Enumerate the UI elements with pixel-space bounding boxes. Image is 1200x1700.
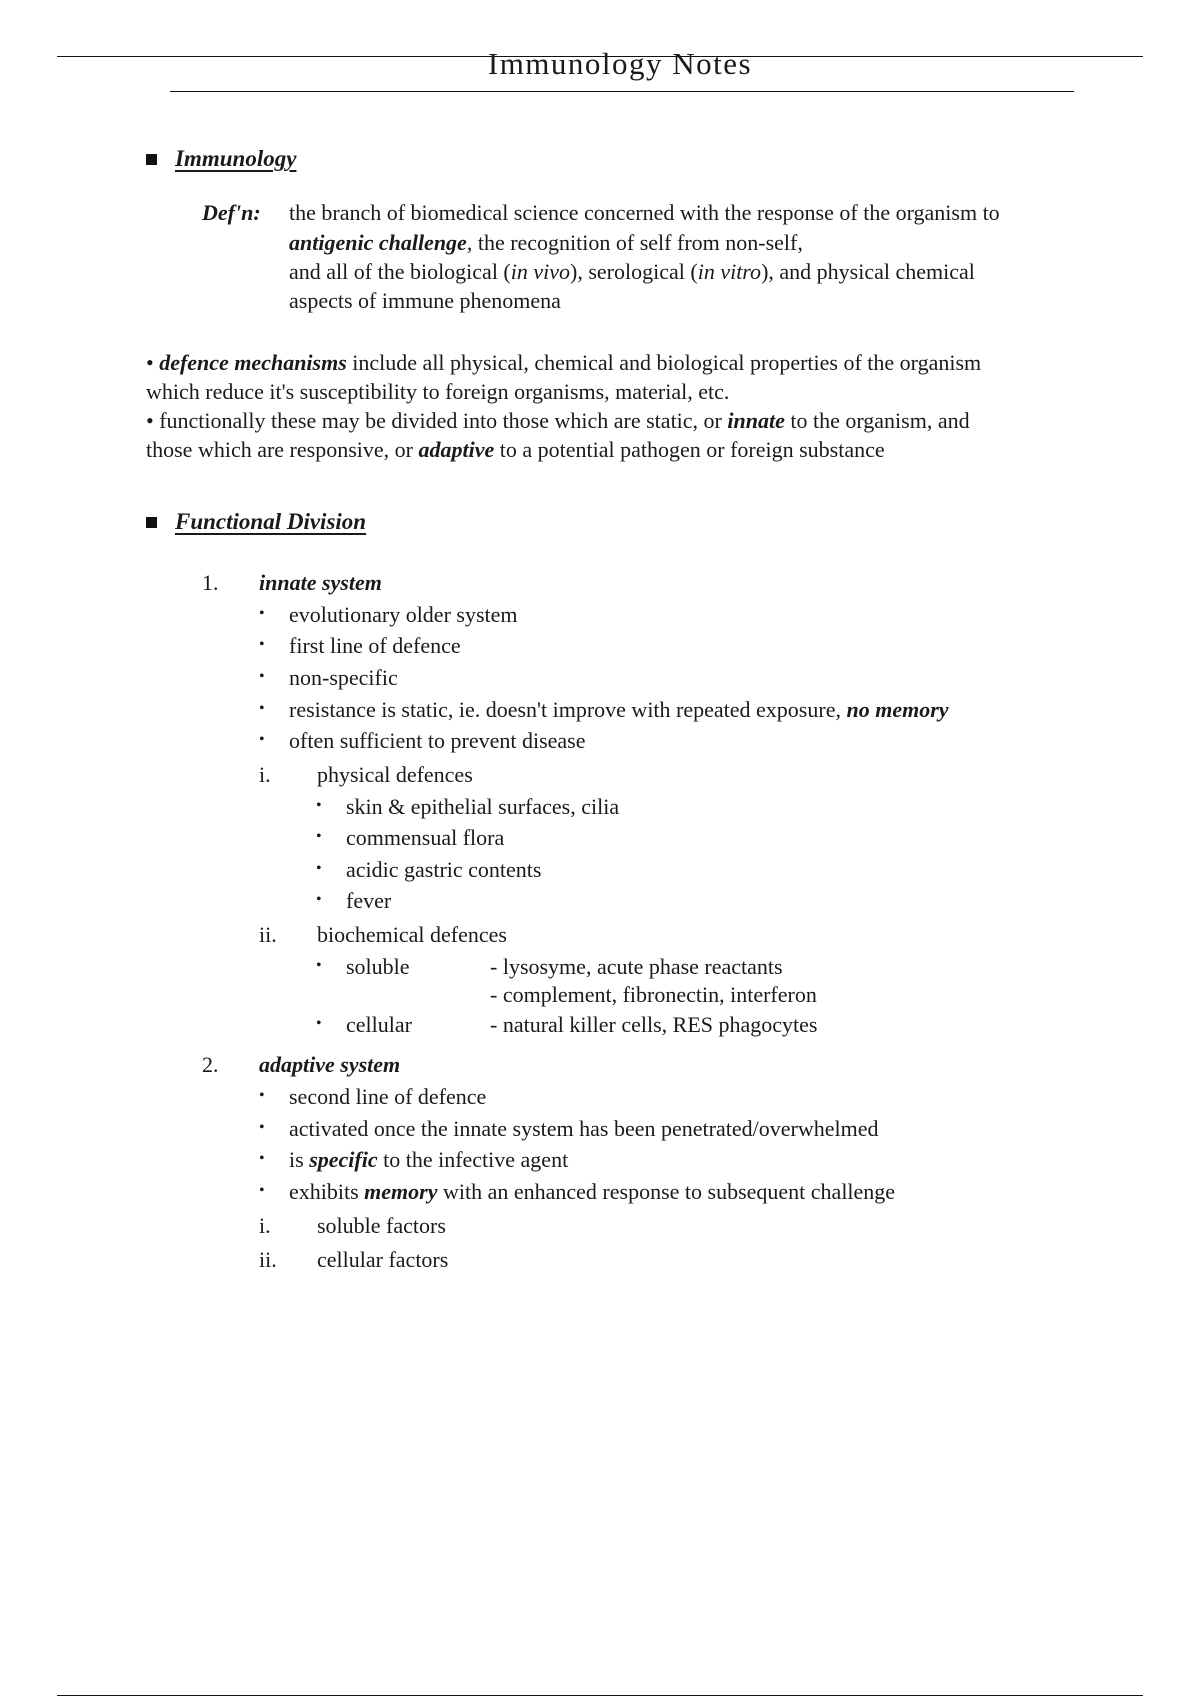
sub-list-number: i. xyxy=(259,1213,271,1238)
paragraph-functional-line-2: those which are responsive, or adaptive to a potential pathogen or foreign substance xyxy=(146,437,885,462)
square-bullet-icon xyxy=(146,154,157,165)
list-item: exhibits memory with an enhanced response to subsequent challenge xyxy=(289,1179,896,1204)
section-title: Functional Division xyxy=(175,509,367,534)
list-item: non-specific xyxy=(289,665,398,690)
bullet-icon: • xyxy=(259,700,265,717)
definition-line-2: antigenic challenge, the recognition of self from non-self, xyxy=(289,230,803,255)
cellular-factors: cellular factors xyxy=(317,1247,449,1272)
sub-list-number: i. xyxy=(259,762,271,787)
list-item: first line of defence xyxy=(289,633,461,658)
bullet-icon: • xyxy=(316,797,322,814)
bullet-icon: • xyxy=(259,1182,265,1199)
list-item: evolutionary older system xyxy=(289,602,518,627)
bullet-icon: • xyxy=(316,1015,322,1032)
sub-list-number: ii. xyxy=(259,1247,277,1272)
list-item: skin & epithelial surfaces, cilia xyxy=(346,794,620,819)
physical-defences-heading: physical defences xyxy=(317,762,473,787)
sub-list-number: ii. xyxy=(259,922,277,947)
bullet-icon: • xyxy=(259,1087,265,1104)
list-item: acidic gastric contents xyxy=(346,857,542,882)
paragraph-defence-line-2: which reduce it's susceptibility to foreign organisms, material, etc. xyxy=(146,379,730,404)
cellular-label: cellular xyxy=(346,1012,412,1037)
list-number: 2. xyxy=(202,1052,219,1077)
definition-line-4: aspects of immune phenomena xyxy=(289,288,561,313)
square-bullet-icon xyxy=(146,517,157,528)
list-item: commensual flora xyxy=(346,825,505,850)
biochemical-defences-heading: biochemical defences xyxy=(317,922,507,947)
bottom-rule xyxy=(57,1695,1143,1696)
bullet-icon: • xyxy=(316,860,322,877)
list-item: often sufficient to prevent disease xyxy=(289,728,586,753)
soluble-line-2: - complement, fibronectin, interferon xyxy=(490,982,817,1007)
paragraph-functional: • functionally these may be divided into those which are static, or innate to the organism, and xyxy=(146,408,970,433)
bullet-icon: • xyxy=(316,828,322,845)
list-item: fever xyxy=(346,888,392,913)
bullet-icon: • xyxy=(316,891,322,908)
bullet-icon: • xyxy=(259,731,265,748)
list-item: second line of defence xyxy=(289,1084,487,1109)
bullet-icon: • xyxy=(259,605,265,622)
soluble-label: soluble xyxy=(346,954,410,979)
list-item: activated once the innate system has been penetrated/overwhelmed xyxy=(289,1116,879,1141)
adaptive-heading: adaptive system xyxy=(259,1052,401,1077)
page-title: Immunology Notes xyxy=(487,46,753,81)
definition-line-3: and all of the biological (in vivo), serological (in vitro), and physical chemical xyxy=(289,259,975,284)
list-item: is specific to the infective agent xyxy=(289,1147,569,1172)
cellular-line: - natural killer cells, RES phagocytes xyxy=(490,1012,818,1037)
definition-label: Def'n: xyxy=(202,200,261,225)
innate-heading: innate system xyxy=(259,570,382,595)
list-number: 1. xyxy=(202,570,219,595)
soluble-factors: soluble factors xyxy=(317,1213,446,1238)
definition-line-1: the branch of biomedical science concerned with the response of the organism to xyxy=(289,200,1000,225)
title-underline xyxy=(170,91,1074,92)
section-heading-functional-division xyxy=(146,509,366,535)
bullet-icon: • xyxy=(259,1119,265,1136)
bullet-icon: • xyxy=(316,957,322,974)
bullet-icon: • xyxy=(259,668,265,685)
soluble-line-1: - lysosyme, acute phase reactants xyxy=(490,954,783,979)
list-item: resistance is static, ie. doesn't improve with repeated exposure, no memory xyxy=(289,697,949,722)
section-title: Immunology xyxy=(175,146,297,171)
bullet-icon: • xyxy=(259,636,265,653)
section-heading-immunology xyxy=(146,146,296,172)
paragraph-defence-mechanisms: • defence mechanisms include all physical, chemical and biological properties of the organism xyxy=(146,350,982,375)
bullet-icon: • xyxy=(259,1150,265,1167)
